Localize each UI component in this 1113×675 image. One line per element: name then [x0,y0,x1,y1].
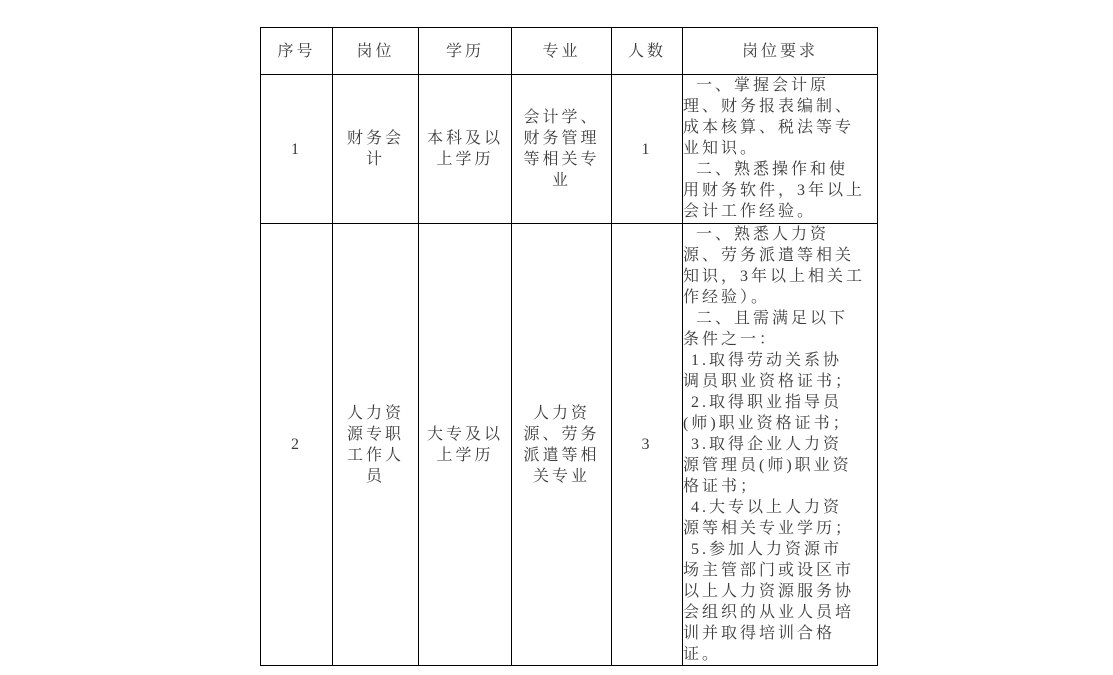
cell-serial-number: 1 [261,75,333,224]
cell-position: 财务会 计 [333,75,419,224]
header-job-requirements: 岗位要求 [683,28,878,75]
cell-major: 人力资 源、劳务 派遣等相 关专业 [512,224,612,666]
requirement-paragraph: 二、且需满足以下 条件之一： [683,310,849,348]
header-headcount: 人数 [612,28,683,75]
header-position: 岗位 [333,28,419,75]
requirement-paragraph: 3.取得企业人力资 源管理员(师)职业资 格证书； [683,436,852,495]
table-row [261,75,878,224]
requirement-paragraph: 一、熟悉人力资 源、劳务派遣等相关 知识，3年以上相关工 作经验）。 [683,226,866,306]
requirement-paragraph: 1.取得劳动关系协 调员职业资格证书； [683,352,855,390]
cell-serial-number: 2 [261,224,333,666]
requirement-paragraph: 5.参加人力资源市 场主管部门或设区市 以上人力资源服务协 会组织的从业人员培 训并取得培训合格 证。 [683,541,855,663]
requirement-paragraph: 一、掌握会计原 理、财务报表编制、 成本核算、税法等专 业知识。 [683,77,855,157]
cell-requirements [683,75,878,224]
cell-education: 大专及以 上学历 [419,224,512,666]
header-education: 学历 [419,28,512,75]
cell-headcount: 1 [612,75,683,224]
requirement-paragraph: 2.取得职业指导员 (师)职业资格证书； [683,394,852,432]
table-header-row [261,28,878,75]
requirement-paragraph: 4.大专以上人力资 源等相关专业学历； [683,499,855,537]
recruitment-table [260,27,878,666]
cell-education: 本科及以 上学历 [419,75,512,224]
requirement-paragraph: 二、熟悉操作和使 用财务软件，3年以上 会计工作经验。 [683,161,866,220]
header-major: 专业 [512,28,612,75]
header-serial-number: 序号 [261,28,333,75]
cell-headcount: 3 [612,224,683,666]
cell-position: 人力资 源专职 工作人 员 [333,224,419,666]
cell-requirements [683,224,878,666]
table-row [261,224,878,666]
cell-major: 会计学、 财务管理 等相关专 业 [512,75,612,224]
